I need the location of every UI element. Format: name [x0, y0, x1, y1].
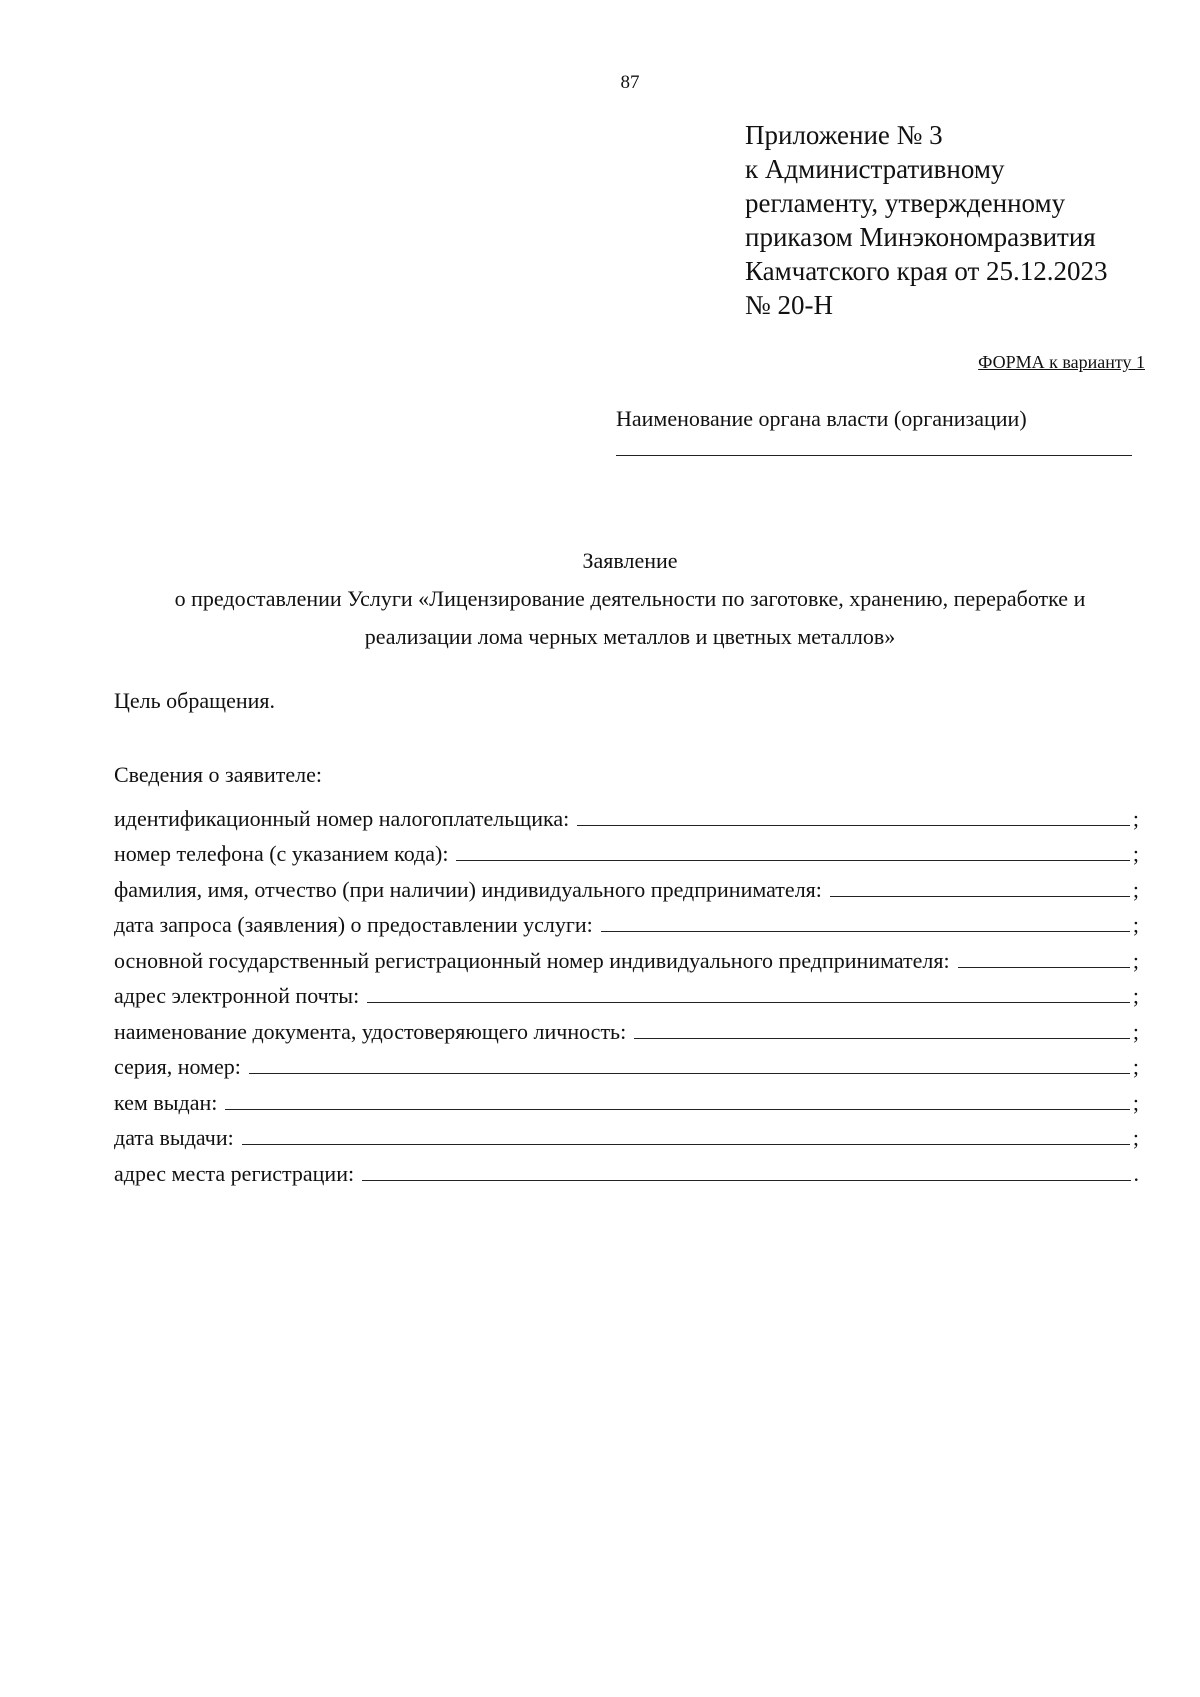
field-full-name: [114, 867, 1139, 903]
field-end-mark: ;: [1132, 983, 1139, 1008]
field-end-mark: ;: [1132, 947, 1139, 973]
fill-line[interactable]: [242, 1144, 1130, 1145]
field-end-mark: ;: [1132, 841, 1139, 866]
authority-label: Наименование органа власти (организации): [616, 406, 1027, 431]
applicant-fields: [114, 796, 1139, 1187]
fill-line[interactable]: [830, 896, 1130, 897]
field-end-mark: ;: [1132, 1089, 1139, 1115]
fill-line[interactable]: [634, 1038, 1130, 1039]
field-end-mark: ;: [1132, 1125, 1139, 1150]
fill-line[interactable]: [958, 967, 1130, 968]
annex-line: регламенту, утвержденному: [745, 188, 1066, 218]
field-label: адрес места регистрации:: [114, 1160, 355, 1186]
field-series-number: [114, 1045, 1139, 1081]
field-issue-date: [114, 1116, 1139, 1152]
fill-line[interactable]: [577, 825, 1130, 826]
field-label: адрес электронной почты:: [114, 983, 360, 1008]
fill-line[interactable]: [249, 1073, 1130, 1074]
field-phone: [114, 832, 1139, 868]
field-end-mark: .: [1133, 1160, 1139, 1186]
fill-line[interactable]: [601, 931, 1130, 932]
field-id-document: [114, 1009, 1139, 1045]
field-label: наименование документа, удостоверяющего личность:: [114, 1018, 627, 1044]
annex-line: приказом Минэкономразвития: [745, 222, 1096, 252]
field-request-date: [114, 903, 1139, 939]
page-number: 87: [620, 72, 640, 93]
fill-line[interactable]: [456, 860, 1129, 861]
field-ogrnip: [114, 938, 1139, 974]
field-inn: [114, 796, 1139, 832]
authority-fill-line[interactable]: [616, 454, 1132, 456]
fill-line[interactable]: [225, 1109, 1130, 1110]
fill-line[interactable]: [367, 1002, 1130, 1003]
field-label: номер телефона (с указанием кода):: [114, 841, 449, 866]
field-label: основной государственный регистрационный номер индивидуального предпринимателя:: [114, 947, 950, 973]
purpose-label: Цель обращения.: [114, 688, 275, 713]
annex-line: Приложение № 3: [745, 120, 943, 150]
fill-line[interactable]: [362, 1180, 1130, 1181]
field-email: [114, 974, 1139, 1010]
field-label: серия, номер:: [114, 1054, 241, 1079]
field-label: кем выдан:: [114, 1089, 218, 1115]
annex-line: № 20-Н: [745, 290, 834, 320]
statement-title: Заявление: [582, 548, 678, 573]
statement-heading: [100, 542, 1160, 656]
annex-block: [745, 118, 1165, 322]
field-issued-by: [114, 1080, 1139, 1116]
applicant-heading: Сведения о заявителе:: [114, 762, 323, 787]
field-end-mark: ;: [1132, 805, 1139, 831]
field-end-mark: ;: [1132, 876, 1139, 902]
field-end-mark: ;: [1132, 1054, 1139, 1079]
field-end-mark: ;: [1132, 1018, 1139, 1044]
field-label: дата запроса (заявления) о предоставлении услуги:: [114, 912, 593, 937]
field-label: фамилия, имя, отчество (при наличии) индивидуального предпринимателя:: [114, 876, 822, 902]
annex-line: Камчатского края от 25.12.2023: [745, 256, 1108, 286]
field-registration-address: [114, 1151, 1139, 1187]
authority-block: [616, 406, 1132, 456]
statement-subject-line: реализации лома черных металлов и цветных металлов»: [364, 624, 896, 649]
form-variant-label: ФОРМА к варианту 1: [978, 352, 1145, 372]
annex-line: к Административному: [745, 154, 1005, 184]
field-end-mark: ;: [1132, 912, 1139, 937]
field-label: дата выдачи:: [114, 1125, 234, 1150]
statement-subject-line: о предоставлении Услуги «Лицензирование деятельности по заготовке, хранению, переработке и: [174, 586, 1086, 611]
field-label: идентификационный номер налогоплательщика:: [114, 805, 570, 831]
